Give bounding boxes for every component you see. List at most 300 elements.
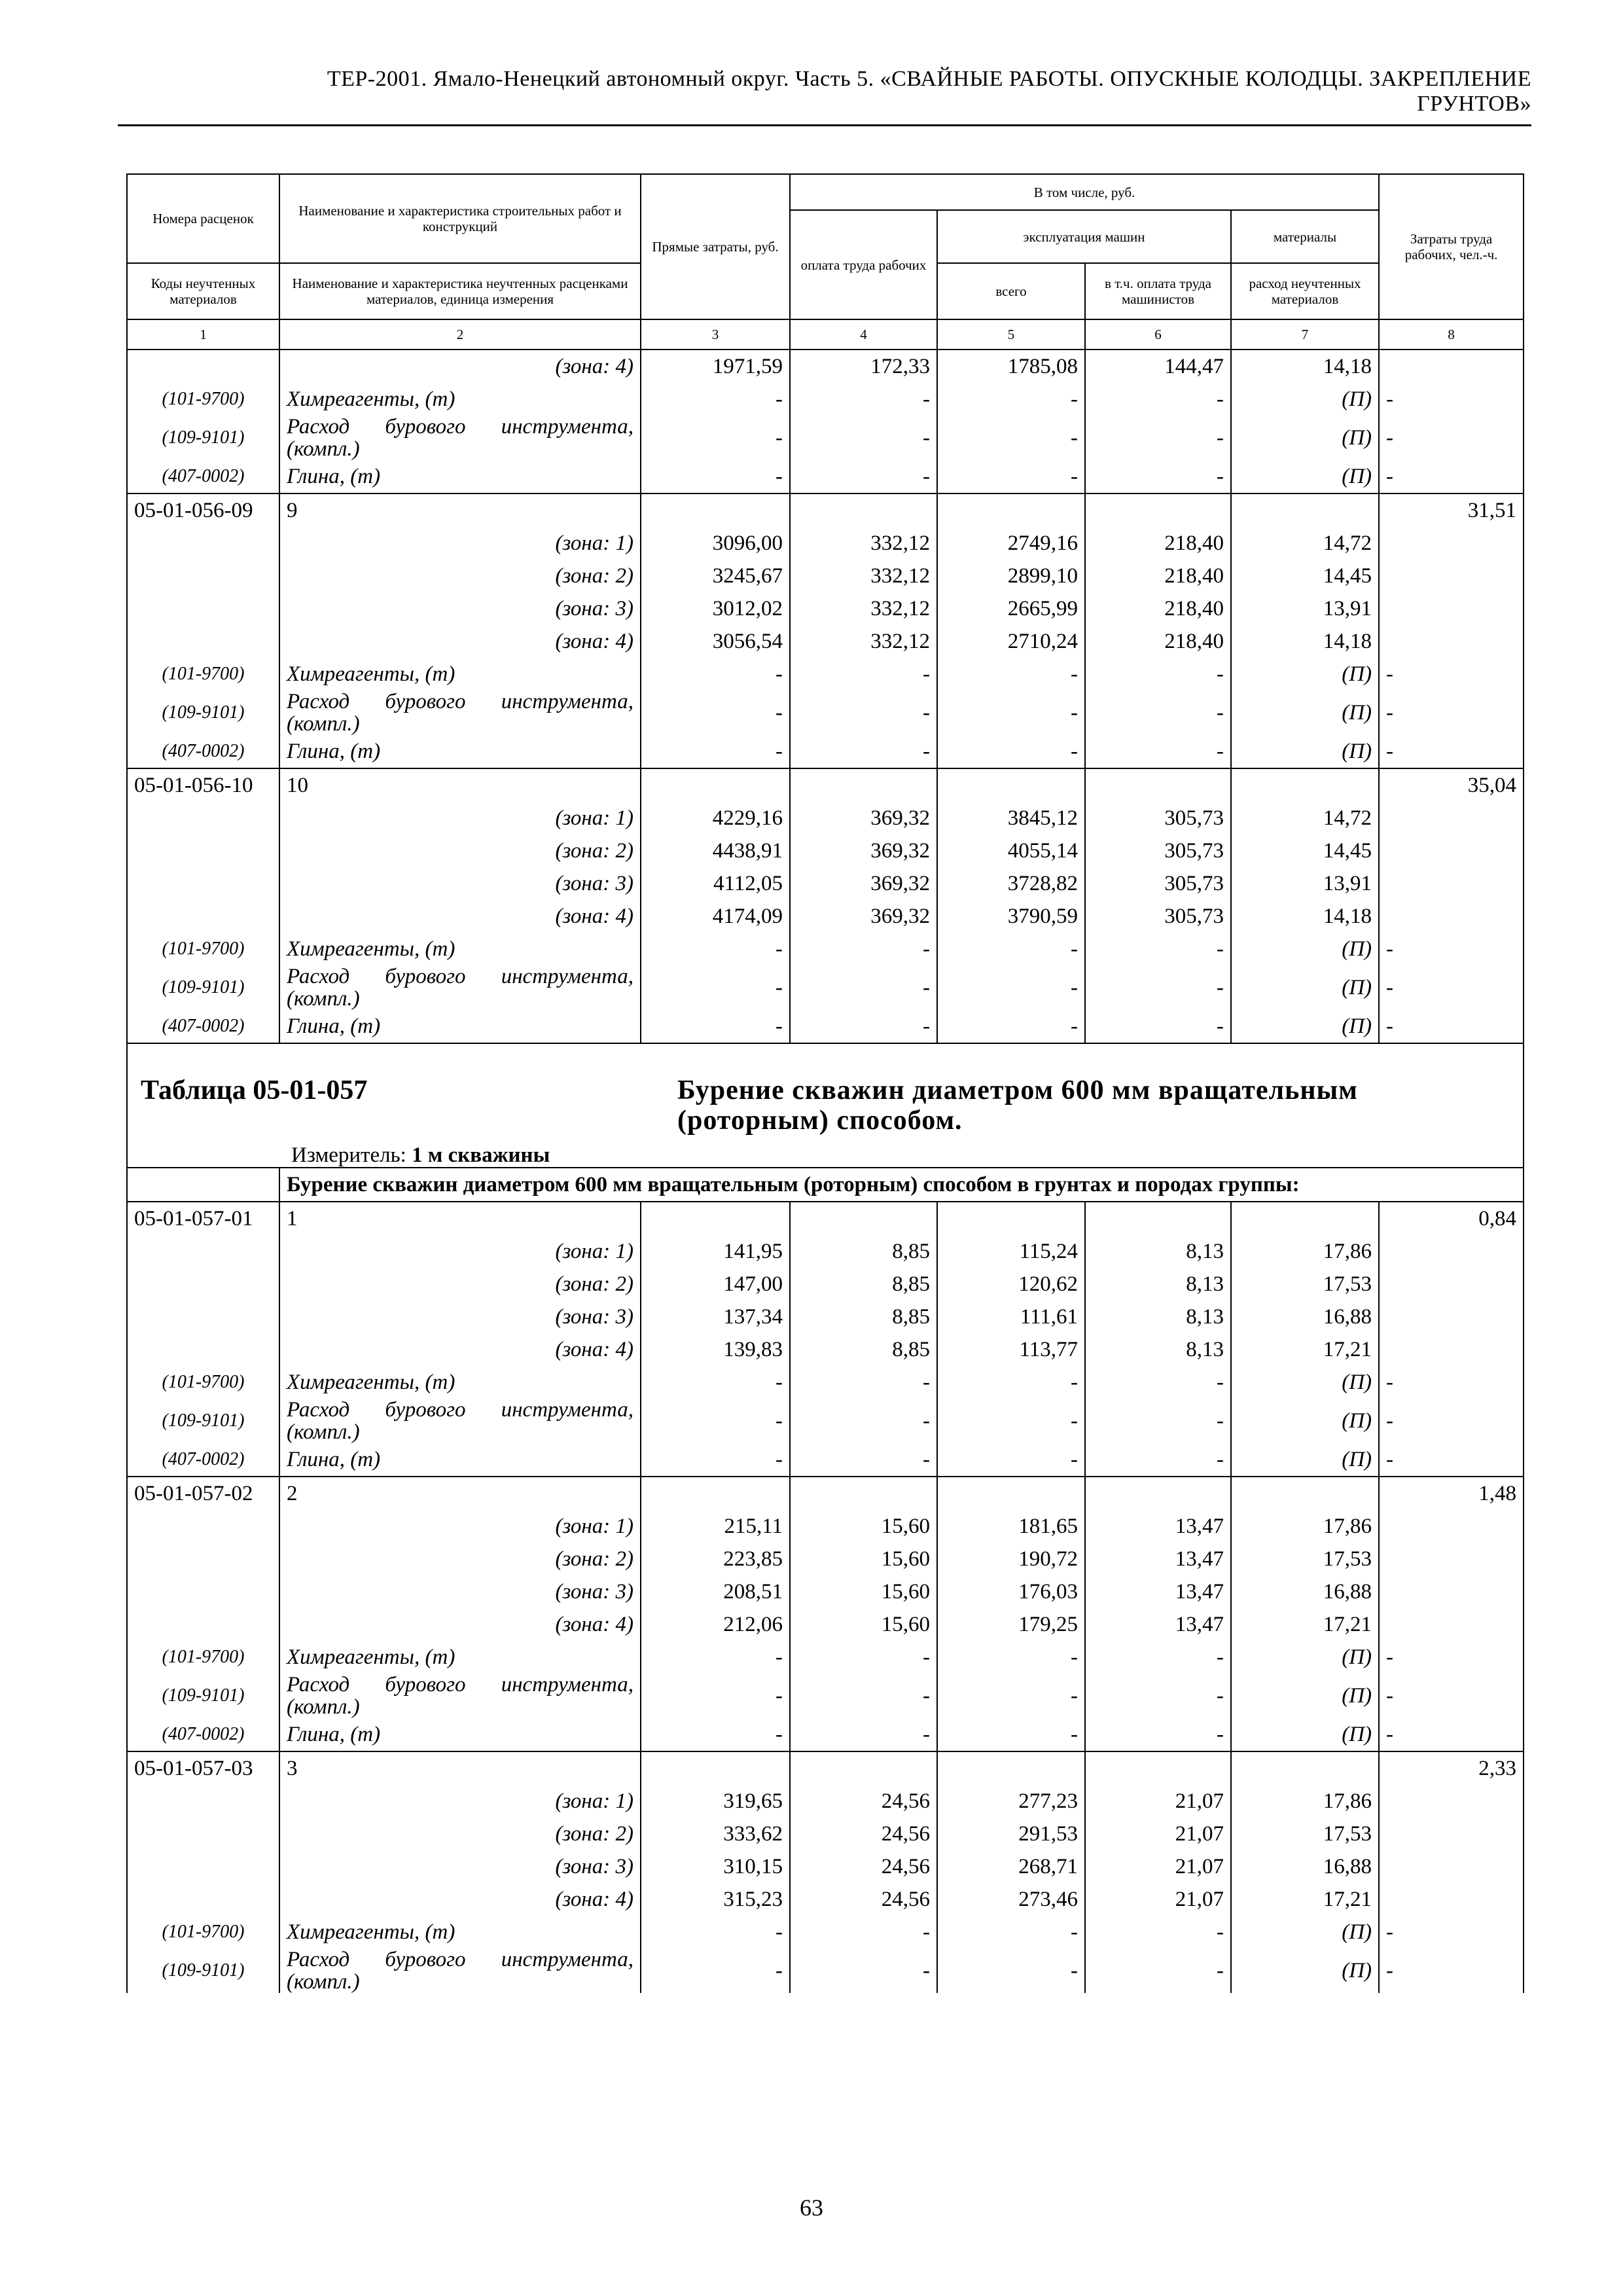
dash: -	[1085, 1641, 1231, 1674]
direct-cost: 137,34	[641, 1300, 790, 1333]
machine-total: 179,25	[937, 1608, 1085, 1641]
zone-row	[127, 802, 1524, 834]
header-line-1: ТЕР-2001. Ямало-Ненецкий автономный округ. Часть 5. «СВАЙНЫЕ РАБОТЫ. ОПУСКНЫЕ КОЛОДЦЫ. ЗАКРЕПЛЕНИЕ	[327, 67, 1531, 91]
dash: -	[1379, 1948, 1524, 1993]
machine-total: 2749,16	[937, 527, 1085, 560]
dash: -	[790, 460, 937, 493]
machinist-pay: 8,13	[1085, 1300, 1231, 1333]
direct-cost: 141,95	[641, 1235, 790, 1268]
material-code: (407-0002)	[127, 1010, 279, 1043]
dash: -	[1379, 383, 1524, 416]
dash: -	[1085, 416, 1231, 460]
direct-cost: 215,11	[641, 1510, 790, 1543]
zone-label: (зона: 4)	[279, 1333, 641, 1366]
machine-total: 111,61	[937, 1300, 1085, 1333]
dash: -	[1379, 1399, 1524, 1443]
material-name: Глина, (т)	[279, 1443, 641, 1477]
machine-total: 268,71	[937, 1850, 1085, 1883]
zone-label: (зона: 2)	[279, 1818, 641, 1850]
machine-total: 190,72	[937, 1543, 1085, 1575]
dash: -	[641, 965, 790, 1010]
material-name-part: инструмента,	[501, 1399, 633, 1422]
material-code: (101-9700)	[127, 1916, 279, 1948]
dash: -	[641, 383, 790, 416]
dash: -	[1379, 416, 1524, 460]
labor-pay: 332,12	[790, 560, 937, 592]
material-name-part: бурового	[385, 416, 466, 439]
labor-hours: 31,51	[1379, 493, 1524, 527]
material-flag: (П)	[1231, 1641, 1379, 1674]
material-row	[127, 933, 1524, 965]
material-code: (407-0002)	[127, 460, 279, 493]
zone-row	[127, 1608, 1524, 1641]
col-number: 7	[1231, 319, 1379, 350]
labor-pay: 8,85	[790, 1268, 937, 1300]
dash: -	[641, 1010, 790, 1043]
machine-total: 115,24	[937, 1235, 1085, 1268]
machinist-pay: 218,40	[1085, 527, 1231, 560]
dash: -	[790, 1010, 937, 1043]
zone-row	[127, 350, 1524, 383]
col4-header: оплата труда рабочих	[790, 210, 937, 319]
dash: -	[1085, 1366, 1231, 1399]
dash: -	[937, 1718, 1085, 1751]
material-name: Химреагенты, (т)	[279, 1916, 641, 1948]
zone-row	[127, 1850, 1524, 1883]
direct-cost: 4438,91	[641, 834, 790, 867]
dash: -	[1379, 1641, 1524, 1674]
direct-cost: 315,23	[641, 1883, 790, 1916]
dash: -	[790, 1443, 937, 1477]
col-number: 8	[1379, 319, 1524, 350]
material-code: (101-9700)	[127, 658, 279, 691]
material-row	[127, 965, 1524, 1010]
dash: -	[1085, 1443, 1231, 1477]
zone-row	[127, 1268, 1524, 1300]
material-name-part: (компл.)	[287, 1970, 360, 1993]
materials-cost: 14,45	[1231, 560, 1379, 592]
header-line-2: ГРУНТОВ»	[1417, 92, 1531, 116]
dash: -	[641, 735, 790, 768]
material-row	[127, 460, 1524, 493]
col-number: 3	[641, 319, 790, 350]
material-name-part: Расход	[287, 1399, 350, 1422]
rate-code: 05-01-057-01	[127, 1202, 279, 1235]
material-row	[127, 735, 1524, 768]
rate-number: 9	[279, 493, 641, 527]
dash: -	[641, 1948, 790, 1993]
dash: -	[790, 383, 937, 416]
machinist-pay: 21,07	[1085, 1850, 1231, 1883]
material-row	[127, 1948, 1524, 1993]
direct-cost: 3056,54	[641, 625, 790, 658]
machine-total: 4055,14	[937, 834, 1085, 867]
col6-header: в т.ч. оплата труда машинистов	[1085, 263, 1231, 319]
materials-cost: 17,86	[1231, 1510, 1379, 1543]
col-number: 1	[127, 319, 279, 350]
rate-code: 05-01-056-10	[127, 768, 279, 802]
material-flag: (П)	[1231, 416, 1379, 460]
zone-label: (зона: 2)	[279, 560, 641, 592]
labor-pay: 369,32	[790, 834, 937, 867]
labor-pay: 369,32	[790, 802, 937, 834]
machine-total: 3790,59	[937, 900, 1085, 933]
material-name-part: бурового	[385, 965, 466, 988]
labor-pay: 15,60	[790, 1608, 937, 1641]
material-row	[127, 416, 1524, 460]
zone-label: (зона: 3)	[279, 1850, 641, 1883]
col-number: 4	[790, 319, 937, 350]
material-row	[127, 1641, 1524, 1674]
table-head	[127, 174, 1524, 350]
materials-cost: 17,86	[1231, 1235, 1379, 1268]
machinist-pay: 218,40	[1085, 560, 1231, 592]
dash: -	[1379, 1916, 1524, 1948]
material-code: (407-0002)	[127, 735, 279, 768]
labor-hours: 2,33	[1379, 1751, 1524, 1785]
materials-cost: 17,53	[1231, 1818, 1379, 1850]
measure-label: Измеритель:	[291, 1143, 406, 1167]
page-number: 63	[800, 2195, 823, 2221]
material-flag: (П)	[1231, 1443, 1379, 1477]
materials-cost: 16,88	[1231, 1300, 1379, 1333]
dash: -	[1085, 460, 1231, 493]
zone-label: (зона: 1)	[279, 1510, 641, 1543]
materials-cost: 17,21	[1231, 1883, 1379, 1916]
materials-cost: 13,91	[1231, 592, 1379, 625]
dash: -	[1379, 1443, 1524, 1477]
zone-label: (зона: 1)	[279, 1235, 641, 1268]
header-rule	[118, 124, 1531, 126]
col-number: 5	[937, 319, 1085, 350]
material-name-part: Расход	[287, 1948, 350, 1971]
measure-value: 1 м скважины	[412, 1143, 550, 1167]
material-name: Химреагенты, (т)	[279, 1641, 641, 1674]
machine-total: 2710,24	[937, 625, 1085, 658]
materials-cost: 14,18	[1231, 625, 1379, 658]
material-name: Химреагенты, (т)	[279, 383, 641, 416]
dash: -	[1379, 1674, 1524, 1718]
materials-cost: 17,53	[1231, 1543, 1379, 1575]
material-name-part: инструмента,	[501, 1948, 633, 1971]
dash: -	[937, 416, 1085, 460]
machinist-pay: 305,73	[1085, 802, 1231, 834]
dash: -	[1085, 1916, 1231, 1948]
rate-number: 10	[279, 768, 641, 802]
dash: -	[790, 416, 937, 460]
direct-cost: 208,51	[641, 1575, 790, 1608]
material-name-part: бурового	[385, 1674, 466, 1696]
dash: -	[641, 1641, 790, 1674]
material-name: Глина, (т)	[279, 460, 641, 493]
material-row	[127, 1399, 1524, 1443]
zone-label: (зона: 3)	[279, 1300, 641, 1333]
machinist-pay: 13,47	[1085, 1608, 1231, 1641]
material-row	[127, 1674, 1524, 1718]
col-number: 2	[279, 319, 641, 350]
machine-total: 113,77	[937, 1333, 1085, 1366]
material-name-part: (компл.)	[287, 437, 360, 460]
dash: -	[641, 1399, 790, 1443]
col2-bottom-header: Наименование и характеристика неучтенных расценками материалов, единица измерения	[279, 263, 641, 319]
material-row	[127, 383, 1524, 416]
machinist-pay: 13,47	[1085, 1543, 1231, 1575]
machine-total: 120,62	[937, 1268, 1085, 1300]
material-name: Химреагенты, (т)	[279, 658, 641, 691]
machine-total: 1785,08	[937, 350, 1085, 383]
materials-cost: 17,86	[1231, 1785, 1379, 1818]
machinist-pay: 8,13	[1085, 1235, 1231, 1268]
material-name-part: бурового	[385, 1948, 466, 1971]
dash: -	[937, 1443, 1085, 1477]
col1-bottom-header: Коды неучтенных материалов	[127, 263, 279, 319]
dash: -	[641, 1443, 790, 1477]
col1-top-header: Номера расценок	[127, 174, 279, 263]
labor-pay: 8,85	[790, 1333, 937, 1366]
direct-cost: 4174,09	[641, 900, 790, 933]
material-flag: (П)	[1231, 1948, 1379, 1993]
direct-cost: 4229,16	[641, 802, 790, 834]
labor-pay: 172,33	[790, 350, 937, 383]
col3-header: Прямые затраты, руб.	[641, 174, 790, 319]
material-name-part: Расход	[287, 691, 350, 713]
material-row	[127, 1718, 1524, 1751]
dash: -	[641, 1718, 790, 1751]
material-flag: (П)	[1231, 1010, 1379, 1043]
dash: -	[641, 1366, 790, 1399]
table-title-row	[127, 1043, 1524, 1168]
materials-cost: 16,88	[1231, 1575, 1379, 1608]
labor-pay: 24,56	[790, 1883, 937, 1916]
material-name-part: инструмента,	[501, 1674, 633, 1696]
direct-cost: 139,83	[641, 1333, 790, 1366]
labor-pay: 15,60	[790, 1575, 937, 1608]
dash: -	[790, 691, 937, 735]
direct-cost: 212,06	[641, 1608, 790, 1641]
col-number: 6	[1085, 319, 1231, 350]
material-row	[127, 658, 1524, 691]
dash: -	[937, 1674, 1085, 1718]
labor-pay: 24,56	[790, 1818, 937, 1850]
machines-header: эксплуатация машин	[937, 210, 1231, 263]
labor-hours: 35,04	[1379, 768, 1524, 802]
material-name: Химреагенты, (т)	[279, 933, 641, 965]
material-flag: (П)	[1231, 658, 1379, 691]
material-name-part: (компл.)	[287, 987, 360, 1010]
material-flag: (П)	[1231, 1916, 1379, 1948]
direct-cost: 3096,00	[641, 527, 790, 560]
dash: -	[1085, 691, 1231, 735]
dash: -	[937, 383, 1085, 416]
materials-cost: 14,18	[1231, 350, 1379, 383]
column-numbers-row	[127, 319, 1524, 350]
material-flag: (П)	[1231, 1674, 1379, 1718]
material-code: (101-9700)	[127, 933, 279, 965]
dash: -	[641, 1916, 790, 1948]
dash: -	[1085, 383, 1231, 416]
zone-label: (зона: 1)	[279, 527, 641, 560]
material-name-part: инструмента,	[501, 691, 633, 713]
machinist-pay: 218,40	[1085, 625, 1231, 658]
dash: -	[1085, 1399, 1231, 1443]
zone-label: (зона: 4)	[279, 625, 641, 658]
material-name-part: инструмента,	[501, 416, 633, 439]
material-flag: (П)	[1231, 1366, 1379, 1399]
dash: -	[1085, 658, 1231, 691]
material-name: Глина, (т)	[279, 735, 641, 768]
machinist-pay: 8,13	[1085, 1333, 1231, 1366]
zone-label: (зона: 4)	[279, 1608, 641, 1641]
dash: -	[1085, 965, 1231, 1010]
measure	[128, 1136, 1523, 1167]
dash: -	[790, 1948, 937, 1993]
materials-cost: 14,72	[1231, 527, 1379, 560]
dash: -	[1085, 1718, 1231, 1751]
material-code: (109-9101)	[127, 965, 279, 1010]
dash: -	[937, 735, 1085, 768]
col7-header: расход неучтенных материалов	[1231, 263, 1379, 319]
dash: -	[937, 1916, 1085, 1948]
dash: -	[790, 1399, 937, 1443]
machinist-pay: 13,47	[1085, 1575, 1231, 1608]
material-flag: (П)	[1231, 1718, 1379, 1751]
material-name	[279, 965, 641, 1010]
dash: -	[1085, 1948, 1231, 1993]
zone-row	[127, 1818, 1524, 1850]
labor-pay: 332,12	[790, 592, 937, 625]
dash: -	[1379, 1366, 1524, 1399]
dash: -	[937, 658, 1085, 691]
rate-row	[127, 1202, 1524, 1235]
materials-cost: 14,18	[1231, 900, 1379, 933]
zone-row	[127, 834, 1524, 867]
machine-total: 181,65	[937, 1510, 1085, 1543]
labor-pay: 332,12	[790, 625, 937, 658]
materials-header: материалы	[1231, 210, 1379, 263]
dash: -	[790, 735, 937, 768]
zone-row	[127, 867, 1524, 900]
material-flag: (П)	[1231, 735, 1379, 768]
dash: -	[641, 658, 790, 691]
labor-pay: 332,12	[790, 527, 937, 560]
material-flag: (П)	[1231, 691, 1379, 735]
machinist-pay: 144,47	[1085, 350, 1231, 383]
material-code: (407-0002)	[127, 1443, 279, 1477]
dash: -	[937, 460, 1085, 493]
material-row	[127, 1916, 1524, 1948]
zone-row	[127, 1883, 1524, 1916]
dash: -	[641, 691, 790, 735]
material-code: (101-9700)	[127, 383, 279, 416]
dash: -	[937, 965, 1085, 1010]
dash: -	[790, 965, 937, 1010]
material-row	[127, 1443, 1524, 1477]
material-name-part: Расход	[287, 416, 350, 439]
machine-total: 2899,10	[937, 560, 1085, 592]
rate-row	[127, 1751, 1524, 1785]
machinist-pay: 305,73	[1085, 900, 1231, 933]
dash: -	[790, 1718, 937, 1751]
table-caption: Бурение скважин диаметром 600 мм вращательным (роторным) способом в грунтах и породах группы:	[279, 1168, 1524, 1202]
rate-code: 05-01-057-02	[127, 1477, 279, 1510]
machine-total: 277,23	[937, 1785, 1085, 1818]
zone-row	[127, 1510, 1524, 1543]
materials-cost: 16,88	[1231, 1850, 1379, 1883]
labor-pay: 8,85	[790, 1300, 937, 1333]
material-row	[127, 1010, 1524, 1043]
dash: -	[790, 1366, 937, 1399]
col5-header: всего	[937, 263, 1085, 319]
machinist-pay: 305,73	[1085, 867, 1231, 900]
dash: -	[641, 1674, 790, 1718]
dash: -	[1379, 933, 1524, 965]
material-name	[279, 416, 641, 460]
material-name-part: инструмента,	[501, 965, 633, 988]
dash: -	[1379, 735, 1524, 768]
rate-row	[127, 1477, 1524, 1510]
zone-label: (зона: 4)	[279, 900, 641, 933]
material-code: (109-9101)	[127, 1674, 279, 1718]
dash: -	[641, 933, 790, 965]
materials-cost: 14,72	[1231, 802, 1379, 834]
material-name-part: (компл.)	[287, 712, 360, 735]
material-flag: (П)	[1231, 1399, 1379, 1443]
material-name	[279, 1948, 641, 1993]
direct-cost: 333,62	[641, 1818, 790, 1850]
machinist-pay: 21,07	[1085, 1785, 1231, 1818]
zone-label: (зона: 1)	[279, 1785, 641, 1818]
material-name-part: бурового	[385, 1399, 466, 1422]
dash: -	[1085, 933, 1231, 965]
machine-total: 3845,12	[937, 802, 1085, 834]
labor-pay: 24,56	[790, 1785, 937, 1818]
labor-pay: 369,32	[790, 867, 937, 900]
material-name: Глина, (т)	[279, 1010, 641, 1043]
materials-cost: 17,53	[1231, 1268, 1379, 1300]
material-flag: (П)	[1231, 460, 1379, 493]
labor-pay: 369,32	[790, 900, 937, 933]
dash: -	[641, 460, 790, 493]
machinist-pay: 21,07	[1085, 1883, 1231, 1916]
material-name-part: бурового	[385, 691, 466, 713]
material-code: (101-9700)	[127, 1641, 279, 1674]
dash: -	[790, 658, 937, 691]
direct-cost: 3245,67	[641, 560, 790, 592]
direct-cost: 223,85	[641, 1543, 790, 1575]
direct-cost: 3012,02	[641, 592, 790, 625]
labor-pay: 24,56	[790, 1850, 937, 1883]
zone-row	[127, 1235, 1524, 1268]
dash: -	[1379, 460, 1524, 493]
table-title: Бурение скважин диаметром 600 мм вращательным (роторным) способом.	[677, 1075, 1358, 1136]
dash: -	[641, 416, 790, 460]
dash: -	[937, 1010, 1085, 1043]
material-name	[279, 1674, 641, 1718]
zone-label: (зона: 2)	[279, 834, 641, 867]
zone-label: (зона: 3)	[279, 592, 641, 625]
material-code: (109-9101)	[127, 416, 279, 460]
machine-total: 176,03	[937, 1575, 1085, 1608]
rate-code: 05-01-056-09	[127, 493, 279, 527]
table-label: Таблица 05-01-057	[141, 1075, 368, 1105]
machine-total: 2665,99	[937, 592, 1085, 625]
dash: -	[937, 1399, 1085, 1443]
material-name	[279, 691, 641, 735]
labor-hours: 0,84	[1379, 1202, 1524, 1235]
materials-cost: 14,45	[1231, 834, 1379, 867]
dash: -	[1379, 1010, 1524, 1043]
dash: -	[1379, 691, 1524, 735]
